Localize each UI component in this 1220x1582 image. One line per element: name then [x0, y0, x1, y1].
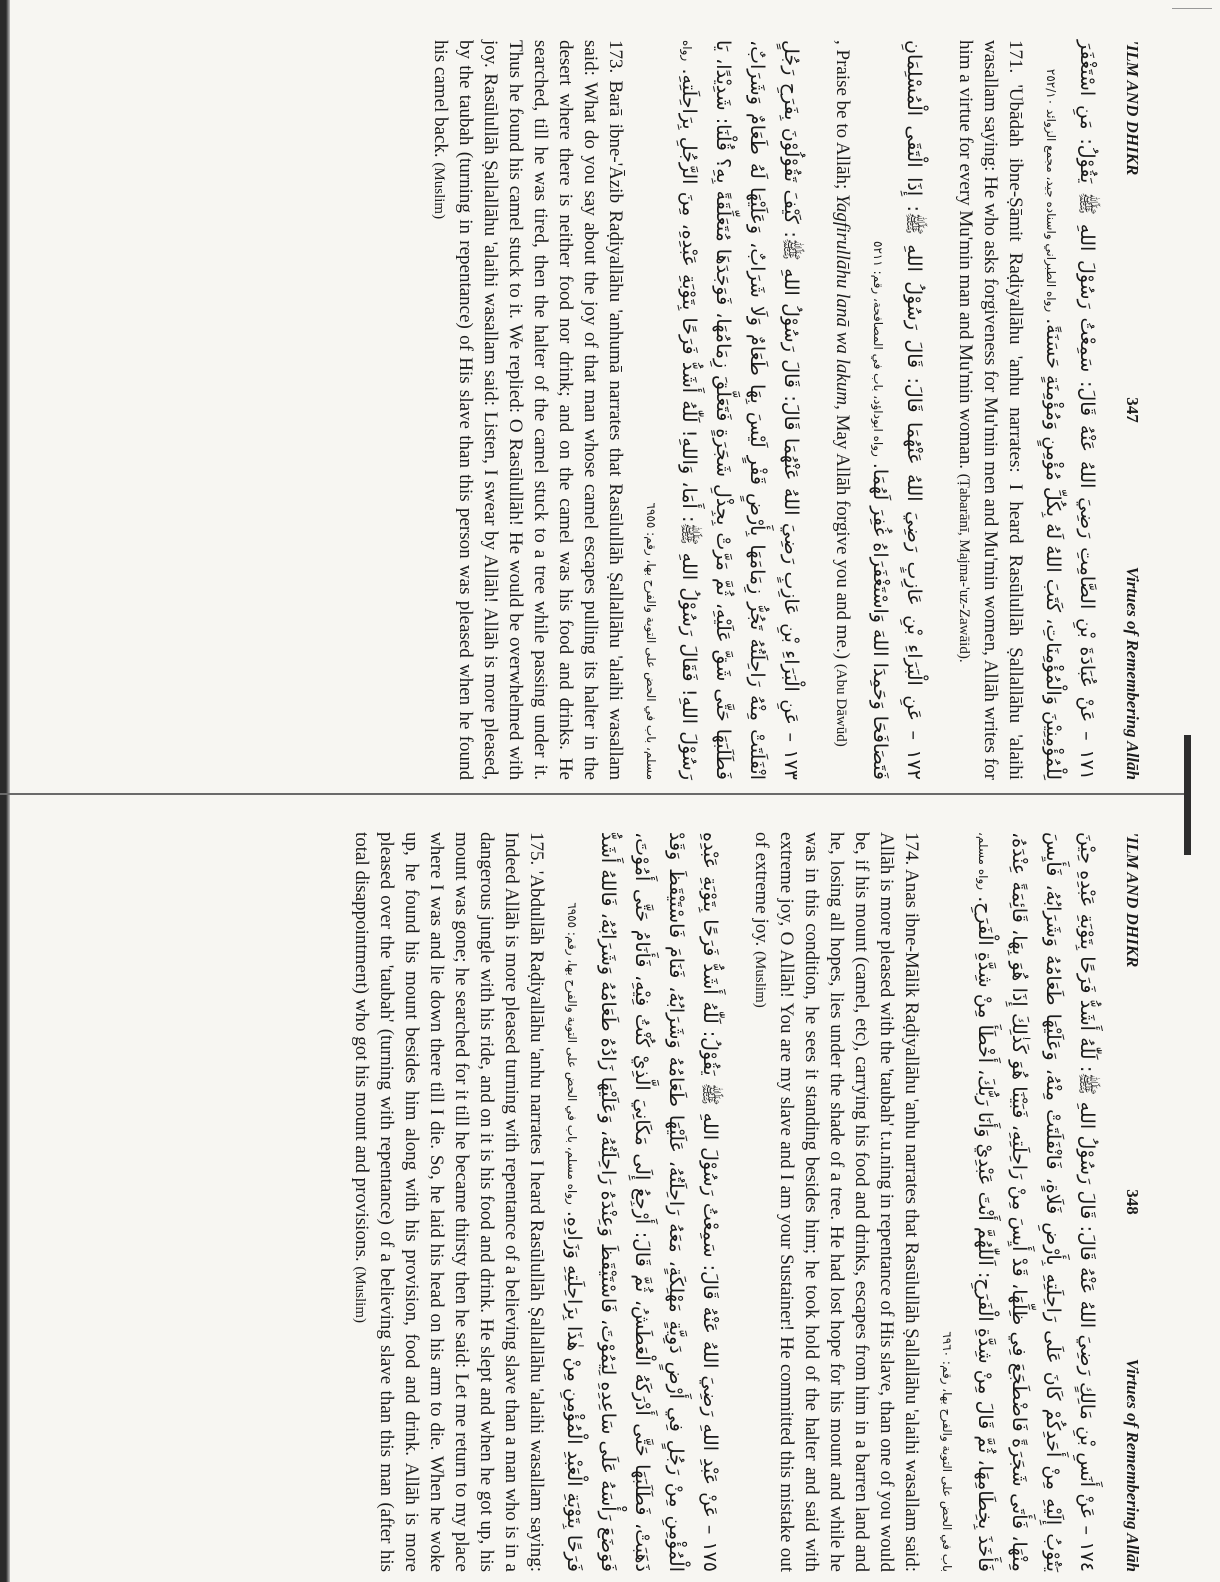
arabic-reference: رواه الطبراني واسناده جيد، مجمع الزوائد ٢٥٢/١٠ [1044, 68, 1058, 313]
chapter-title: Virtues of Remembering Allāh [1123, 1358, 1142, 1572]
source-citation: (Muslim) [352, 1266, 368, 1324]
arabic-text: ١٧٥ – عَنْ عَبْدِ اللهِ رَضِيَ اللهُ عَنْهُ قَالَ: سَمِعْتُ رَسُوْلَ اللهِ ﷺ يَقُوْلُ: لَلّٰهُ أَشَدُّ فَرَحًا بِتَوْبَةِ عَبْدِهِ الْمُؤْمِنِ مِنْ رَجُلٍ فِي أَرْضٍ دَوِيَّةٍ مَهْلِكَةٍ، مَعَهُ رَاحِلَتُهُ، عَلَيْهَا طَعَامُهُ وَشَرَابُهُ، فَنَامَ فَاسْتَيْقَظَ وَقَدْ ذَهَبَتْ، فَطَلَبَهَا حَتَّى أَدْرَكَهُ الْعَطَشُ، ثُمَّ قَالَ: أَرْجِعُ إِلَى مَكَانِيَ الَّذِيْ كُنْتُ فِيْهِ، فَأَنَامُ حَتَّى أَمُوْتَ، فَوَضَعَ رَأْسَهُ عَلَى سَاعِدِهِ لِيَمُوْتَ، فَاسْتَيْقَظَ وَعِنْدَهُ رَاحِلَتُهُ، وَعَلَيْهَا زَادُهُ طَعَامُهُ وَشَرَابُهُ، فَاللهُ أَشَدُّ فَرَحًا بِتَوْبَةِ الْعَبْدِ الْمُؤْمِنِ مِنْ هٰذَا بِرَاحِلَتِهِ وَزَادِهِ. رواه مسلم، باب في الحض على التوبة والفرح بها، رقم: ٦٩٥٥ [563, 832, 721, 1572]
book-title: 'ILM AND DHIKR [1123, 832, 1142, 968]
hadith-172 [828, 40, 931, 780]
english-translation: , Praise be to Allāh; Yagfirullāhu lanā wa lakum, May Allāh forgive you and me.) (Abu Dāwūd) [832, 40, 853, 747]
source-citation: (Abu Dāwūd) [833, 663, 849, 747]
english-translation: 175. 'Abdullāh Raḍiyallāhu 'anhu narrates I heard Rasūlullāh Ṣallallāhu 'alaihi wasallam saying: Indeed Allāh is more pleased turning with repentance of a believing slave than a man who is in a dangerous jungle with his ride, and on it is his food and drink. He slept and when he got up, his mount was gone; he searched for it till he became thirsty then he said: Let me return to my place where I was and lie down there till I die. So, he laid his head on his arm to die. When he woke up, he found his mount besides him along with his provision, food and drink. Allāh is more pleased over the 'taubah' (turning with repentance) of a believing slave than this man (after his total disappointment) who got his mount and provisions. (Muslim) [351, 832, 547, 1572]
english-translation: 173. Barā ibne-'Āzib Raḍiyallāhu 'anhumā narrates that Rasūlullāh Ṣallallāhu 'alaihi wasallam said: What do you say about the joy of that man whose camel escapes pulling its halter in the desert where there is neither food nor drink; and on the camel was his food and drinks. He searched, till he was tired, then the halter of the camel stuck to a tree while passing under it. Thus he found his camel stuck to it. We replied: O Rasūlullāh! He would be overwhelmed with joy. Rasūlullāh Ṣallallāhu 'alaihi wasallam said: Listen, I swear by Allāh! Allāh is more pleased, by the taubah (turning in repentance) of His slave than this person was pleased when he found his camel back. (Muslim) [430, 40, 626, 780]
running-head [1112, 40, 1142, 780]
page-348 [92, 832, 1142, 1572]
arabic-reference: رواه ابوداؤد، باب في المصافحة، رقم: ٥٢١١ [871, 241, 885, 457]
hadith-171 [951, 40, 1104, 780]
source-citation: (Ṭabarānī, Majma-'uz-Zawāid). [956, 473, 972, 663]
hadith-175 [347, 832, 727, 1572]
arabic-text: ١٧٤ – عَنْ أَنَسِ بْنِ مَالِكٍ رَضِيَ اللهُ عَنْهُ قَالَ: قَالَ رَسُوْلُ اللهِ ﷺ: لَلّٰهُ أَشَدُّ فَرَحًا بِتَوْبَةِ عَبْدِهِ حِيْنَ يَتُوْبُ إِلَيْهِ مِنْ أَحَدِكُمْ كَانَ عَلَى رَاحِلَتِهِ بِأَرْضِ فَلَاةٍ، فَانْفَلَتَتْ مِنْهُ، وَعَلَيْهَا طَعَامُهُ وَشَرَابُهُ، فَأَيِسَ مِنْهَا، فَأَتَى شَجَرَةً فَاضْطَجَعَ فِي ظِلِّهَا، قَدْ أَيِسَ مِنْ رَاحِلَتِهِ، فَبَيْنَا هُوَ كَذٰلِكَ إِذَا هُوَ بِهَا، قَائِمَةً عِنْدَهُ، فَأَخَذَ بِخِطَامِهَا، ثُمَّ قَالَ مِنْ شِدَّةِ الْفَرَحِ: اَللّٰهُمَّ أَنْتَ عَبْدِيْ وَأَنَا رَبُّكَ، أَخْطَأَ مِنْ شِدَّةِ الْفَرَحِ. رواه مسلم، باب في الحض على التوبة والفرح بها، رقم: ٦٩٦٠ [940, 832, 1098, 1572]
fold-shadow [1184, 735, 1191, 855]
binding-edge [0, 0, 10, 1582]
english-translation: 171. 'Ubādah ibne-Ṣāmit Raḍiyallāhu 'anhu narrates: I heard Rasūlullāh Ṣallallāhu 'alaihi wasallam saying: He who asks forgiveness for Mu'min men and Mu'min women, Allāh writes for him a virtue for every Mu'min man and Mu'min woman. (Ṭabarānī, Majma-'uz-Zawāid). [955, 40, 1026, 780]
arabic-text: ١٧٢ – عَنِ الْبَرَاءِ بْنِ عَازِبٍ رَضِيَ اللهُ عَنْهُمَا قَالَ: قَالَ رَسُوْلُ اللهِ ﷺ: إِذَا الْتَقَى الْمُسْلِمَانِ فَتَصَافَحَا وَحَمِدَا اللهَ وَاسْتَغْفَرَاهُ غُفِرَ لَهُمَا. رواه ابوداؤد، باب في المصافحة، رقم: ٥٢١١ [869, 40, 925, 780]
arabic-text: ١٧٣ – عَنِ الْبَرَاءِ بْنِ عَازِبٍ رَضِيَ اللهُ عَنْهُمَا قَالَ: قَالَ رَسُوْلُ اللهِ ﷺ: كَيْفَ تَقُوْلُوْنَ بِفَرَحِ رَجُلٍ انْفَلَتَتْ مِنْهُ رَاحِلَتُهُ تَجُرُّ زِمَامَهَا بِأَرْضٍ قَفْرٍ لَيْسَ بِهَا طَعَامٌ وَلَا شَرَابٌ، وَعَلَيْهَا لَهُ طَعَامٌ وَشَرَابٌ، فَطَلَبَهَا حَتَّى شَقَّ عَلَيْهِ، ثُمَّ مَرَّتْ بِجِذْلِ شَجَرَةٍ فَتَعَلَّقَ زِمَامُهَا، فَوَجَدَهَا مُتَعَلِّقَةً بِهِ؟ قُلْنَا: شَدِيْدًا، يَا رَسُوْلَ اللهِ! فَقَالَ رَسُوْلُ اللهِ ﷺ: أَمَا، وَاللهِ! لَلّٰهُ أَشَدُّ فَرَحًا بِتَوْبَةِ عَبْدِهِ، مِنَ الرَّجُلِ بِرَاحِلَتِهِ. رواه مسلم، باب في الحض على التوبة والفرح بها، رقم: ٦٩٥٥ [644, 40, 802, 780]
running-head [1112, 832, 1142, 1572]
hadith-174 [747, 832, 1104, 1572]
source-citation: (Muslim) [752, 951, 768, 1008]
page-number: 347 [1123, 397, 1142, 423]
arabic-reference: رواه مسلم، باب في الحض على التوبة والفرح بها، رقم: ٦٩٥٥ [644, 40, 694, 780]
page-fold-line [0, 793, 1190, 795]
chapter-title: Virtues of Remembering Allāh [1123, 566, 1142, 780]
book-title: 'ILM AND DHIKR [1123, 40, 1142, 176]
hadith-173 [426, 40, 808, 780]
source-citation: (Muslim) [431, 162, 447, 220]
arabic-text: ١٧١ – عَنْ عُبَادَةَ بْنِ الصَّامِتِ رَضِيَ اللهُ عَنْهُ قَالَ: سَمِعْتُ رَسُوْلَ اللهِ ﷺ يَقُوْلُ: مَنِ اسْتَغْفَرَ لِلْمُؤْمِنِيْنَ وَالْمُؤْمِنَاتِ، كَتَبَ اللهُ لَهُ بِكُلِّ مُؤْمِنٍ وَمُؤْمِنَةٍ حَسَنَةً. رواه الطبراني واسناده جيد، مجمع الزوائد ٢٥٢/١٠ [1042, 40, 1098, 780]
english-translation: 174. Anas ibne-Mālik Raḍiyallāhu 'anhu narrates that Rasūlullāh Ṣallallāhu 'alaihi wasallam said: Allāh is more pleased with the 'taubah' t.u.ning in repentance of His slave, than one of you would be, if his mount (camel, etc), carrying his food and drinks, escapes from him in a barren land and he, losing all hopes, lies under the shade of a tree. He had lost hope for his mount and while he was in this condition, he sees it standing besides him; he took hold of the halter and said with extreme joy, O Allāh! You are my slave and I am your Sustainer! He committed this mistake out of extreme joy. (Muslim) [751, 832, 922, 1572]
arabic-reference: رواه مسلم، باب في الحض على التوبة والفرح بها، رقم: ٦٩٥٥ [565, 902, 579, 1205]
arabic-reference: رواه مسلم، باب في الحض على التوبة والفرح بها، رقم: ٦٩٦٠ [940, 832, 990, 1572]
transliteration: Yagfirullāhu lanā wa lakum [832, 194, 853, 406]
page-number: 348 [1123, 1189, 1142, 1215]
page-347 [92, 40, 1142, 780]
crop-mark [1172, 8, 1212, 9]
